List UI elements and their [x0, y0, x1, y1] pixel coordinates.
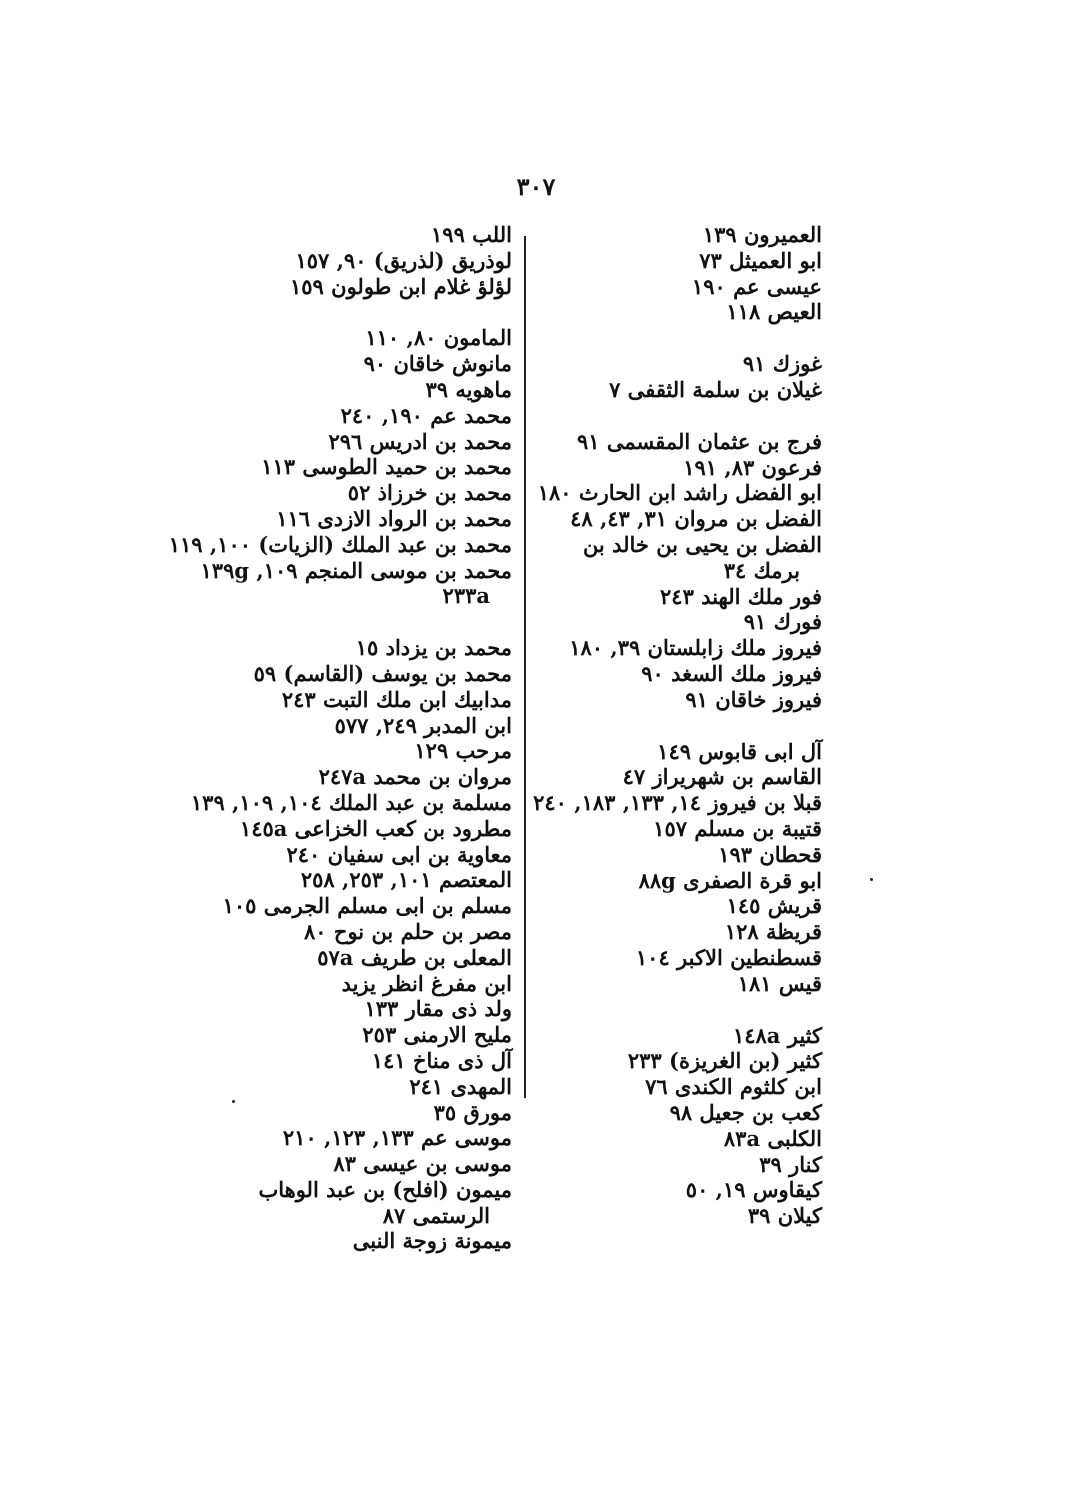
index-entry: موسى عم ١٣٣, ١٢٣, ٢١٠: [282, 1125, 512, 1151]
index-entry: كنار ٣٩: [759, 1151, 822, 1177]
index-entry: عيسى عم ١٩٠: [691, 273, 822, 299]
index-entry: المهدى ٢٤١: [409, 1073, 512, 1099]
index-entry: الفضل بن يحيى بن خالد بن: [582, 531, 822, 557]
index-entry: محمد بن خرزاذ ٥٢: [347, 480, 512, 506]
index-column-left: [168, 222, 512, 1254]
index-entry: مليح الارمنى ٢٥٣: [362, 1022, 512, 1048]
index-entry: ماهويه ٣٩: [425, 376, 512, 402]
index-entry: آل ذى مناخ ١٤١: [371, 1047, 512, 1073]
index-entry: مرحب ١٢٩: [414, 738, 512, 764]
index-entry: محمد بن حميد الطوسى ١١٣: [261, 454, 512, 480]
index-entry: ولد ذى مقار ١٣٣: [364, 996, 512, 1022]
index-entry: مدابيك ابن ملك التبت ٢٤٣: [281, 686, 512, 712]
index-entry: العيص ١١٨: [726, 299, 822, 325]
index-entry: معاوية بن ابى سفيان ٢٤٠: [286, 841, 512, 867]
index-entry: فيروز خاقان ٩١: [685, 686, 822, 712]
index-entry: ابو قرة الصفرى ٨٨g: [638, 867, 822, 893]
index-entry: غوزك ٩١: [742, 351, 822, 377]
index-entry: قتيبة بن مسلم ١٥٧: [653, 815, 822, 841]
index-entry: مسلم بن ابى مسلم الجرمى ١٠٥: [222, 893, 512, 919]
index-entry: القاسم بن شهريراز ٤٧: [622, 764, 822, 790]
index-entry: ابو العميثل ٧٣: [699, 247, 822, 273]
index-entry: كثير (بن الغريزة) ٢٣٣: [627, 1048, 822, 1074]
index-entry: مانوش خاقان ٩٠: [363, 351, 512, 377]
index-entry: آل ابى قابوس ١٤٩: [657, 738, 822, 764]
column-divider: [524, 236, 526, 1098]
index-entry: المامون ٨٠, ١١٠: [365, 325, 512, 351]
index-entry: كثير ١٤٨a: [732, 1022, 822, 1048]
index-entry: فيروز ملك السغد ٩٠: [641, 660, 822, 686]
index-entry: ميمون (افلح) بن عبد الوهاب: [258, 1176, 512, 1202]
index-entry: مصر بن حلم بن نوح ٨٠: [304, 918, 512, 944]
index-entry: ابن مفرغ انظر يزيد: [341, 970, 512, 996]
index-entry: كعب بن جعيل ٩٨: [669, 1099, 822, 1125]
index-entry: الفضل بن مروان ٣١, ٤٣, ٤٨: [570, 506, 822, 532]
index-entry: محمد بن يزداد ١٥: [355, 635, 512, 661]
index-entry: ابن كلثوم الكندى ٧٦: [645, 1074, 822, 1100]
index-entry: محمد بن يوسف (القاسم) ٥٩: [253, 660, 512, 686]
index-entry-continuation: برمك ٣٤: [723, 557, 800, 583]
index-entry: مروان بن محمد ٢٤٧a: [318, 764, 512, 790]
index-entry: ابو الفضل راشد ابن الحارث ١٨٠: [537, 480, 822, 506]
index-entry: قريظة ١٢٨: [724, 919, 822, 945]
index-entry: مورق ٣٥: [433, 1099, 512, 1125]
index-entry-continuation: ٢٣٣a: [442, 583, 490, 609]
index-entry: غيلان بن سلمة الثقفى ٧: [609, 376, 822, 402]
index-entry: موسى بن عيسى ٨٣: [333, 1151, 512, 1177]
index-entry: مسلمة بن عبد الملك ١٠٤, ١٠٩, ١٣٩: [190, 789, 512, 815]
index-entry: ميمونة زوجة النبى: [352, 1228, 512, 1254]
index-column-right: [533, 222, 822, 1229]
index-entry: فورك ٩١: [743, 609, 822, 635]
index-entry: كيلان ٣٩: [747, 1203, 822, 1229]
index-entry: المعتصم ١٠١, ٢٥٣, ٢٥٨: [300, 867, 512, 893]
index-entry: محمد بن عبد الملك (الزيات) ١٠٠, ١١٩: [168, 531, 512, 557]
index-entry: المعلى بن طريف ٥٧a: [317, 944, 512, 970]
index-entry: ابن المدبر ٢٤٩, ٥٧٧: [334, 712, 512, 738]
index-entry: العميرون ١٣٩: [702, 222, 822, 247]
index-entry: محمد بن موسى المنجم ١٠٩, ١٣٩g: [200, 557, 512, 583]
index-entry: قيس ١٨١: [737, 970, 822, 996]
page-number: ٣٠٧: [516, 172, 556, 201]
index-entry: فيروز ملك زابلستان ٣٩, ١٨٠: [569, 635, 822, 661]
index-entry: محمد بن ادريس ٢٩٦: [328, 428, 512, 454]
index-entry: قريش ١٤٥: [726, 893, 822, 919]
index-entry: لؤلؤ غلام ابن طولون ١٥٩: [290, 273, 512, 299]
index-entry: فرعون ٨٣, ١٩١: [683, 454, 822, 480]
index-entry: الكلبى ٨٣a: [723, 1125, 822, 1151]
index-entry: كيقاوس ١٩, ٥٠: [685, 1177, 822, 1203]
index-entry: محمد بن الرواد الازدى ١١٦: [276, 505, 512, 531]
index-entry: قبلا بن فيروز ١٤, ١٣٣, ١٨٣, ٢٤٠: [533, 790, 822, 816]
index-entry: فور ملك الهند ٢٤٣: [660, 583, 822, 609]
index-entry: مطرود بن كعب الخزاعى ١٤٥a: [239, 815, 512, 841]
index-entry: فرج بن عثمان المقسمى ٩١: [576, 428, 822, 454]
index-entry: اللب ١٩٩: [431, 222, 512, 247]
index-entry: محمد عم ١٩٠, ٢٤٠: [340, 402, 512, 428]
index-entry: لوذريق (لذريق) ٩٠, ١٥٧: [295, 247, 512, 273]
index-entry-continuation: الرستمى ٨٧: [382, 1202, 490, 1228]
scan-speck: [870, 878, 873, 881]
scan-speck: [232, 1100, 235, 1103]
index-entry: قحطان ١٩٣: [718, 841, 822, 867]
index-entry: قسطنطين الاكبر ١٠٤: [635, 944, 822, 970]
